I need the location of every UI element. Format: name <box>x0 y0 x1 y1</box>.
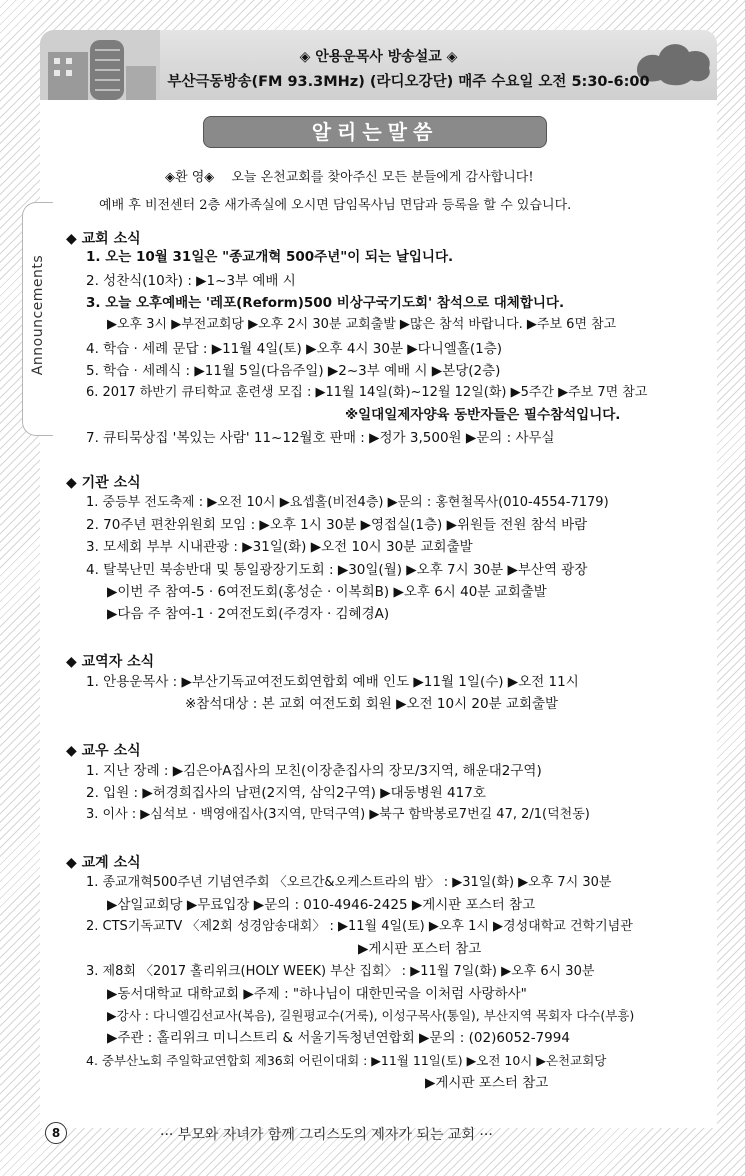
agency-item-4-detail-2: ▶다음 주 참여-1 · 2여전도회(주경자 · 김혜경A) <box>107 606 390 622</box>
minister-item-1-note: ※참석대상 : 본 교회 여전도회 회원 ▶오전 10시 20분 교회출발 <box>185 696 559 712</box>
agency-item-3: 3. 모세회 부부 시내관광 : ▶31일(화) ▶오전 10시 30분 교회출발 <box>86 539 473 555</box>
church-item-6: 6. 2017 하반기 큐티학교 훈련생 모집 : ▶11월 14일(화)~12월 12일(화) ▶5주간 ▶주보 7면 참고 <box>86 385 648 400</box>
church-item-4: 4. 학습 · 세례 문답 : ▶11월 4일(토) ▶오후 4시 30분 ▶다니엘홀(1층) <box>86 341 502 357</box>
church-item-7: 7. 큐티묵상집 '복있는 사람' 11~12월호 판매 : ▶정가 3,500원 ▶문의 : 사무실 <box>86 430 555 446</box>
section-heading-christian: ◆ 교계 소식 <box>66 855 141 871</box>
page-number: 8 <box>45 1122 67 1144</box>
christian-item-2: 2. CTS기독교TV 〈제2회 성경암송대회〉 : ▶11월 4일(토) ▶오후 1시 ▶경성대학교 건학기념관 <box>86 919 633 934</box>
section-heading-members: ◆ 교우 소식 <box>66 743 141 759</box>
members-item-1: 1. 지난 장례 : ▶김은아A집사의 모친(이장춘집사의 장모/3지역, 해운대2구역) <box>86 763 542 779</box>
christian-item-3-detail-1: ▶동서대학교 대학교회 ▶주제 : "하나님이 대한민국을 이처럼 사랑하사" <box>107 986 527 1002</box>
christian-item-1: 1. 종교개혁500주년 기념연주회 〈오르간&오케스트라의 밤〉 : ▶31일(화) ▶오후 7시 30분 <box>86 875 612 890</box>
section-heading-agency: ◆ 기관 소식 <box>66 475 141 491</box>
agency-item-2: 2. 70주년 편찬위원회 모임 : ▶오후 1시 30분 ▶영접실(1층) ▶위원들 전원 참석 바람 <box>86 517 588 533</box>
church-item-3: 3. 오늘 오후예배는 '레포(Reform)500 비상구국기도회' 참석으로 대체합니다. <box>86 295 565 311</box>
church-item-3-detail: ▶오후 3시 ▶부전교회당 ▶오후 2시 30분 교회출발 ▶많은 참석 바랍니다. ▶주보 6면 참고 <box>107 317 617 332</box>
church-item-2: 2. 성찬식(10차) : ▶1~3부 예배 시 <box>86 273 296 289</box>
broadcast-title: ◈ 안용운목사 방송설교 ◈ <box>299 49 458 65</box>
christian-item-2-detail: ▶게시판 포스터 참고 <box>358 941 482 957</box>
side-tab <box>22 202 53 436</box>
church-item-5: 5. 학습 · 세례식 : ▶11월 5일(다음주일) ▶2~3부 예배 시 ▶본당(2층) <box>86 363 501 379</box>
agency-item-1: 1. 중등부 전도축제 : ▶오전 10시 ▶요셉홀(비전4층) ▶문의 : 홍현철목사(010-4554-7179) <box>86 495 609 510</box>
christian-item-1-detail: ▶삼일교회당 ▶무료입장 ▶문의 : 010-4946-2425 ▶게시판 포스터 참고 <box>107 897 536 913</box>
christian-item-4: 4. 중부산노회 주일학교연합회 제36회 어린이대회 : ▶11월 11일(토) ▶오전 10시 ▶온천교회당 <box>86 1053 607 1068</box>
church-motto: ··· 부모와 자녀가 함께 그리스도의 제자가 되는 교회 ··· <box>160 1127 493 1143</box>
broadcast-header <box>40 30 717 100</box>
christian-item-3-detail-3: ▶주관 : 홀리위크 미니스트리 & 서울기독청년연합회 ▶문의 : (02)6052-7994 <box>107 1030 570 1046</box>
welcome-line: ◈환 영◈ 오늘 온천교회를 찾아주신 모든 분들에게 감사합니다! <box>165 170 534 185</box>
section-heading-minister: ◆ 교역자 소식 <box>66 654 155 670</box>
christian-item-3: 3. 제8회 〈2017 홀리위크(HOLY WEEK) 부산 집회〉 : ▶11월 7일(화) ▶오후 6시 30분 <box>86 964 595 979</box>
section-heading-church: ◆ 교회 소식 <box>66 231 141 247</box>
members-item-2: 2. 입원 : ▶허경희집사의 남편(2지역, 삼익2구역) ▶대동병원 417호 <box>86 785 486 801</box>
christian-item-3-detail-2: ▶강사 : 다니엘김선교사(복음), 길원평교수(거룩), 이성구목사(통일), 부산지역 목회자 다수(부흥) <box>107 1008 635 1023</box>
welcome-note: 예배 후 비전센터 2층 새가족실에 오시면 담임목사님 면담과 등록을 할 수 있습니다. <box>99 198 572 213</box>
side-tab-label: Announcements <box>30 254 46 376</box>
page-title: 알리는말씀 <box>203 116 547 148</box>
minister-item-1: 1. 안용운목사 : ▶부산기독교여전도회연합회 예배 인도 ▶11월 1일(수) ▶오전 11시 <box>86 674 579 690</box>
agency-item-4-detail-1: ▶이번 주 참여-5 · 6여전도회(홍성순 · 이복희B) ▶오후 6시 40분 교회출발 <box>107 584 547 600</box>
agency-item-4: 4. 탈북난민 북송반대 및 통일광장기도회 : ▶30일(월) ▶오후 7시 30분 ▶부산역 광장 <box>86 562 588 578</box>
members-item-3: 3. 이사 : ▶심석보 · 백영애집사(3지역, 만덕구역) ▶북구 함박봉로7번길 47, 2/1(덕천동) <box>86 807 590 822</box>
church-item-6-note: ※일대일제자양육 동반자들은 필수참석입니다. <box>345 407 621 423</box>
broadcast-schedule: 부산극동방송(FM 93.3MHz) (라디오강단) 매주 수요일 오전 5:30-6:00 <box>167 74 650 90</box>
christian-item-4-detail: ▶게시판 포스터 참고 <box>425 1075 549 1091</box>
church-item-1: 1. 오는 10월 31일은 "종교개혁 500주년"이 되는 날입니다. <box>86 249 454 265</box>
